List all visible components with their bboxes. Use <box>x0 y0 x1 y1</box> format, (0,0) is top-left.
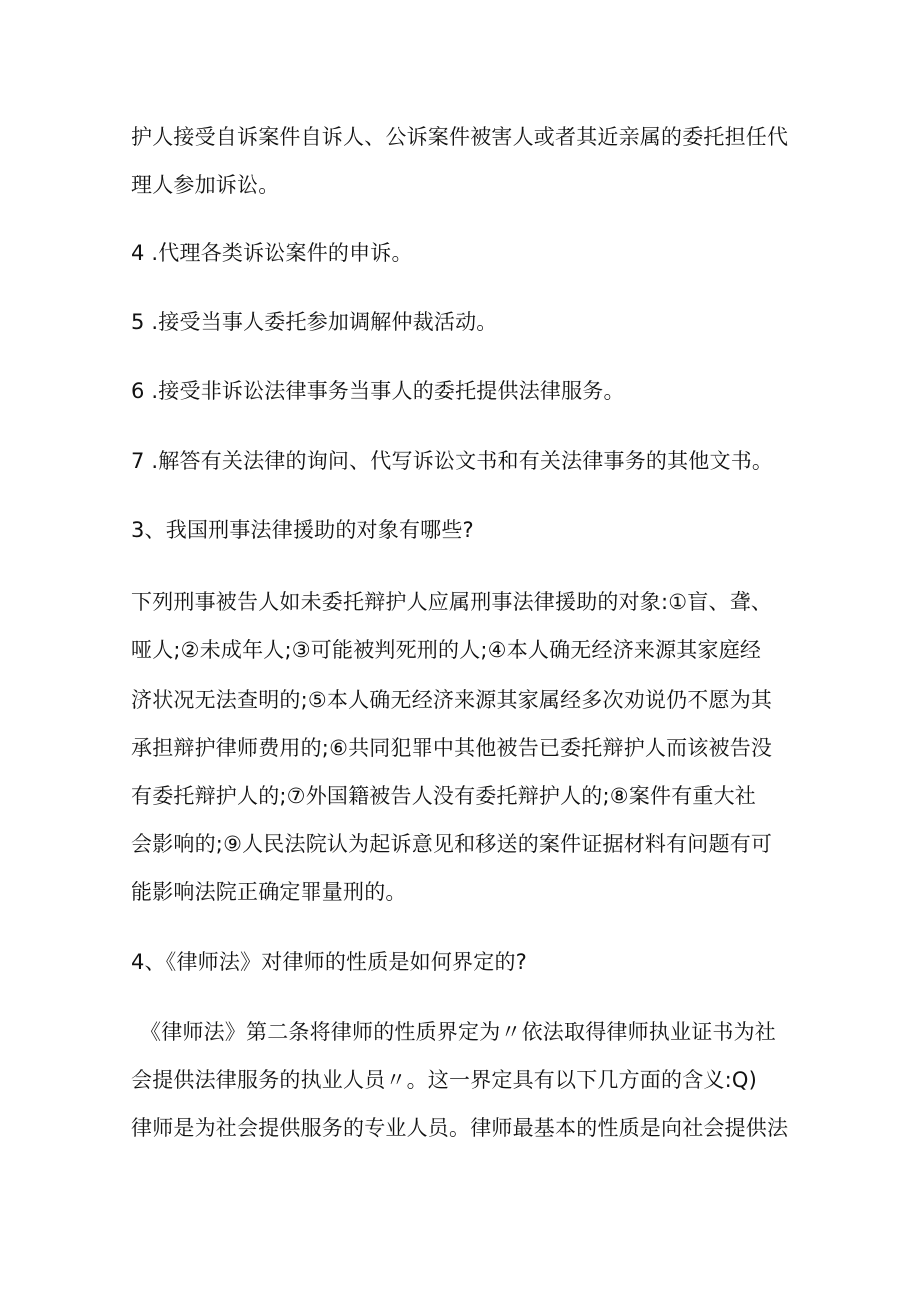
section-heading: 3、我国刑事法律援助的对象有哪些? <box>131 518 474 542</box>
paragraph-line: 理人参加诉讼。 <box>131 173 280 197</box>
paragraph-line: 能影响法院正确定罪量刑的。 <box>131 880 407 904</box>
list-item: 6 .接受非诉讼法律事务当事人的委托提供法律服务。 <box>131 379 625 403</box>
paragraph-line: 承担辩护律师费用的;⑥共同犯罪中其他被告已委托辩护人而该被告没 <box>131 736 773 760</box>
list-item: 4 .代理各类诉讼案件的申诉。 <box>131 241 413 265</box>
paragraph-line: 律师是为社会提供服务的专业人员。律师最基本的性质是向社会提供法 <box>131 1116 789 1140</box>
list-item: 5 .接受当事人委托参加调解仲裁活动。 <box>131 310 498 334</box>
paragraph-line: 有委托辩护人的;⑦外国籍被告人没有委托辩护人的;⑧案件有重大社 <box>131 784 757 808</box>
section-heading: 4、《律师法》对律师的性质是如何界定的? <box>131 950 528 974</box>
paragraph-line: 会提供法律服务的执业人员〃。这一界定具有以下几方面的含义:Q) <box>131 1068 757 1092</box>
paragraph-line: 会影响的;⑨人民法院认为起诉意见和移送的案件证据材料有问题有可 <box>131 832 773 856</box>
paragraph-line: 下列刑事被告人如未委托辩护人应属刑事法律援助的对象:①盲、聋、 <box>131 590 773 614</box>
paragraph-line: 济状况无法查明的;⑤本人确无经济来源其家属经多次劝说仍不愿为其 <box>131 688 773 712</box>
paragraph-line: 哑人;②未成年人;③可能被判死刑的人;④本人确无经济来源其家庭经 <box>131 638 762 662</box>
list-item: 7 .解答有关法律的询问、代写诉讼文书和有关法律事务的其他文书。 <box>131 449 774 473</box>
paragraph-line: 护人接受自诉案件自诉人、公诉案件被害人或者其近亲属的委托担任代 <box>131 125 789 149</box>
paragraph-line: 《律师法》第二条将律师的性质界定为〃依法取得律师执业证书为社 <box>140 1020 776 1044</box>
